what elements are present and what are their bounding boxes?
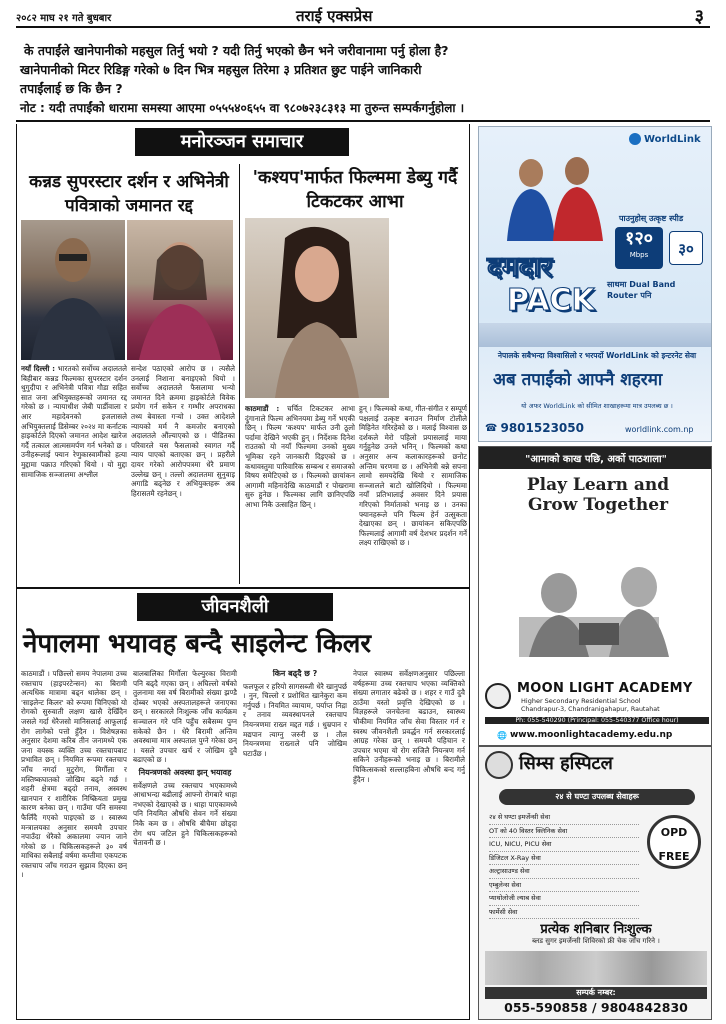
moonlight-sub: Higher Secondary Residential School [521,697,641,705]
play-learn-text: Play Learn and Grow Together [526,475,670,515]
moonlight-slogan: "आमाको काख पछि, अर्को पाठशाला" [525,454,667,465]
service-item: २४ से घण्टा इमर्जेन्सी सेवा [489,811,639,825]
issue-date: २०८२ माघ २१ गते बुधबार [16,13,112,24]
column-divider [239,164,240,584]
moonlight-name: MOON LIGHT ACADEMY [517,681,693,696]
speed-tag: पाउनुहोस् उत्कृष्ट स्पीड [619,214,684,223]
pack-word-2: PACK [507,283,595,318]
globe-icon: 🌐 [497,730,507,740]
moonlight-address: Chandrapur-3, Chandranigahapur, Rautahat [521,706,660,713]
lifestyle-col1: काठमाडौं । पछिल्लो समय नेपालमा उच्च रक्तचाप (हाइपरटेन्सन) का बिरामी अत्यधिक मात्रामा बढ्न थालेका छन् । 'साइलेन्ट किलर' को रूपमा चिनिएको यो रोगको सुरुवाती लक्षण खासै देखिँदैन जसले गर्दा धेरैजसो मानिसलाई आफूलाई रोग लागेको पत्तो हुँदैन । विशेषज्ञका अनुसार देशमा करिब तीन जनामध्ये एक जना वयस्क व्यक्ति उच्च रक्तचापबाट प्रभावित छन् । नियमित रूपमा रक्तचाप जाँच नगर्दा मुटुरोग, मिर्गौला र मस्तिष्कघातको जोखिम बढ्ने गर्छ । शहरी क्षेत्रमा बढ्दो तनाव, अस्वस्थ खानपान र शारीरिक निष्क्रियता प्रमुख कारण बनेका छन् । गाउँमा पनि समस्या फैलिँदै गएको पाइएको छ । स्वास्थ्य मन्त्रालयका अनुसार समयमै उपचार नपाउँदा धेरैको अकालमा ज्यान जाने गरेको छ । चिकित्सकहरूले ३० वर्ष माथिका सबैलाई वर्षमा कम्तीमा एकपटक रक्तचाप जाँच गराउन सुझाव दिएका छन् । [21,669,127,880]
story2-col1-text: चर्चित टिकटकर आभा दुंगानाले फिल्म अभिनयमा डेब्यु गर्ने भएकी छिन् । फिल्म 'कश्यप' मार्फत उनी ठूलो पर्दामा देखिने भएकी हुन् । निर्देशक दिनेश राउतको यो नयाँ फिल्ममा उनको मुख्य भूमिका रहने जानकारी दिइएको छ । कथावस्तुमा पारिवारिक सम्बन्ध र समाजको विषय समेटिएको छ । फिल्मको छायांकन आगामी महिनादेखि काठमाडौं र पोखरामा सुरु हुनेछ । फिल्मका लागि छानिएपछि आभा निकै उत्साहित छिन् । [245,404,355,509]
moonlight-logo [485,683,511,709]
speed-badge [615,227,663,269]
notice-line-3: तपाईंलाई छ कि छैन ? [20,81,123,96]
worldlink-phone-number: 9801523050 [500,421,584,435]
lifestyle-title: जीवनशैली [137,593,333,621]
extra-speed-badge: ३० [669,231,703,265]
trust-line: नेपालके सबैभन्दा विश्वासिलो र भरपर्दो WorldLink को इन्टरनेट सेवा [497,351,697,360]
pavithra-photo [127,220,233,360]
cricketer-figures [499,151,609,241]
service-item: अल्ट्रासाउण्ड सेवा [489,865,639,879]
story2-col2: हुन् । फिल्मको कथा, गीत-संगीत र सम्पूर्ण पक्षलाई उत्कृष्ट बनाउन निर्माण टोलीले मिहिनेत गरिरहेको छ । मलाई विश्वास छ दर्शकले मेरो पहिलो प्रयासलाई माया गर्नुहुनेछ उनले भनिन् । फिल्मको कथा अनुसार अन्य कलाकारहरूको छनोट अन्तिम चरणमा छ । अभिनेत्री बन्ने सपना लामो समयदेखि थियो र सामाजिक सञ्जालले बाटो खोलिदियो । फिल्ममा नयाँ प्रतिभालाई अवसर दिने प्रयास गरिएको निर्माताको भनाइ छ । उनका फ्यानहरूले पनि फिल्म हेर्न उत्सुकता देखाएका छन् । छायांकन सकिएपछि फिल्मलाई आगामी वर्ष देशभर प्रदर्शन गर्ने लक्ष्य राखिएको छ । [359,404,467,548]
masthead: तराई एक्सप्रेस [296,7,373,25]
moonlight-ad[interactable] [478,446,712,746]
lifestyle-col4: नेपाल स्वास्थ्य सर्वेक्षणअनुसार पछिल्ला वर्षहरूमा उच्च रक्तचाप भएका व्यक्तिको संख्या लगातार बढेको छ । शहर र गाउँ दुवै ठाउँमा यस्तो प्रवृत्ति देखिएको छ । विज्ञहरूले जनचेतना बढाउन, स्वास्थ्य चौकीमा नियमित जाँच सेवा विस्तार गर्न र स्वस्थ जीवनशैली प्रवर्द्धन गर्न सरकारलाई आग्रह गरेका छन् । समयमै पहिचान र उपचार भएमा यो रोग सजिलै नियन्त्रण गर्न सकिने उनीहरूको भनाइ छ । बिरामीले चिकित्सकको सल्लाहबिना औषधि बन्द गर्नु हुँदैन । [353,669,465,784]
sims-services [489,811,639,919]
lifestyle-col2b-text: सर्वेक्षणले उच्च रक्तचाप भएकामध्ये आधाभन्दा बढीलाई आफ्नो रोगबारे थाहा नभएको देखाएको छ । थाहा पाएकामध्ये पनि नियमित औषधि सेवन गर्ने संख्या निकै कम छ । औषधि बीचैमा छोड्दा रोग थप जटिल हुने चिकित्सकहरूको चेतावनी छ । [133,780,237,848]
opd-free-badge: OPD FREE [647,815,701,869]
moonlight-phone: Ph: 055-540290 (Principal: 055-540377 Office hour) [485,717,709,724]
service-item: ICU, NICU, PICU सेवा [489,838,639,852]
lifestyle-subhead2: नियन्त्रणको अवस्था झन् भयावह [138,767,232,777]
service-item: प्याथोलोजी ल्याब सेवा [489,892,639,906]
pack-word-1: दमदार [487,250,553,283]
service-item: फार्मेसी सेवा [489,906,639,920]
kids-reading-illustration [499,557,699,667]
offer-line: यो अफर WorldLink को सीमित शाखाहरूमा मात्र उपलब्ध छ । [521,402,673,410]
story1-headline: कन्नड सुपरस्टार दर्शन र अभिनेत्री पवित्राको जमानत रद्द [29,172,229,216]
phone-icon: ☎ [485,422,498,434]
page-header [16,4,710,28]
story1-col1-text: भारतको सर्वोच्च अदालतले बिहीबार कन्नड फिल्मका सुपरस्टार दर्शन थुगुदीपा र अभिनेत्री पवित्रा गौडा सहित सात जना अभियुक्तहरूको जमानत रद्द गरेको छ । न्यायाधीश जेबी पार्डीवाला र आर महादेवनको इजलासले अभियुक्तलाई डिसेम्बर २०२४ मा कर्नाटक हाइकोर्टले दिएको जमानत आदेश खारेज गर्दै तत्काल आत्मसमर्पण गर्न भनेको छ । उनीहरूलाई फ्यान रेणुकास्वामीको हत्या मुद्दामा पक्राउ गरिएको थियो । यो मुद्दा सामाजिक सञ्जालमा अश्लील [21,364,127,479]
notice-line-2: खानेपानीको मिटर रिडिङ्ग गरेको ७ दिन भित्र महसुल तिरेमा ३ प्रतिशत छुट पाईने जानिकारी [20,62,422,77]
story2-headline: 'कश्यप'मार्फत फिल्ममा डेब्यु गर्दै टिकटकर आभा [252,168,458,212]
worldlink-ad[interactable] [478,126,712,442]
lifestyle-col3-text: फलफूल र हरियो सागसब्जी धेरै खानुपर्छ । नुन, चिल्लो र प्रशोधित खानेकुरा कम गर्नुपर्छ । नियमित व्यायाम, पर्याप्त निद्रा र तनाव व्यवस्थापनले रक्तचाप नियन्त्रणमा राख्न मद्दत गर्छ । धुम्रपान र मद्यपान त्याग्नु जरुरी छ । तौल नियन्त्रणमा राख्नाले पनि जोखिम घटाउँछ । [243,681,347,758]
sims-logo [485,751,513,779]
story1-col1 [21,364,127,586]
lifestyle-col3 [243,669,347,1015]
worldlink-phone [485,421,584,435]
lifestyle-col2 [133,669,237,1015]
page-number: ३ [694,6,704,27]
service-item: डिजिटल X-Ray सेवा [489,852,639,866]
moonlight-website-row [497,730,672,740]
moonlight-website[interactable]: www.moonlightacademy.edu.np [509,730,673,740]
sims-contact-label: सम्पर्क नम्बर: [485,987,707,999]
sims-hospital-ad[interactable] [478,746,712,1020]
story1-dateline: नयाँ दिल्ली : [21,364,56,373]
temple-strip [479,323,712,347]
router-text: साथमा Dual Band Router पनि [607,280,676,300]
worldlink-website[interactable]: worldlink.com.np [625,425,694,434]
notice-line-1: के तपाईंले खानेपानीको महसुल तिर्नु भयो ? यदी तिर्नु भएको छैन भने जरीवानामा पर्नु होला है? [24,43,449,58]
sims-badge: २४ से घण्टा उपलब्ध सेवाहरू [499,789,695,805]
sims-name: सिम्स हस्पिटल [519,753,613,774]
story2-dateline: काठमाडौं : [245,404,280,413]
doctor-photos [485,951,707,985]
lifestyle-section [16,588,470,1020]
speed-unit: Mbps [629,251,649,259]
story1-col2: सन्देश पठाएको आरोप छ । त्यसैले उनलाई निशाना बनाइएको थियो । सर्वोच्च अदालतले फैसलामा भन्यो जमानत दिने क्रममा हाइकोर्टले विवेक प्रयोग गर्न सकेन र गम्भीर अपराधका तथ्य बेवास्ता गर्‍यो । उक्त आदेशले न्यायको मर्म नै कमजोर बनाएको अदालतले औंल्याएको छ । पीडितका परिवारले यस फैसलाको स्वागत गर्दै न्याय पाएको बताएका छन् । प्रहरीले दायर गरेको आरोपपत्रमा धेरै प्रमाण उल्लेख छन् । तल्लो अदालतमा सुनुवाइ अगाडि बढ्नेछ र अभियुक्तहरू अब हिरासतमै रहनेछन् । [131,364,235,498]
entertainment-section [16,124,470,588]
aabha-photo [245,218,389,398]
story2-col1 [245,404,355,586]
sims-contact-number[interactable]: 055-590858 / 9804842830 [504,1000,688,1015]
service-item: एम्बुलेन्स सेवा [489,879,639,893]
notice-line-4: नोट : यदी तपाईंको धारामा समस्या आएमा ०५५५४०६५५ वा ९८०७२३८३१३ मा तुरुन्त सम्पर्कगर्नुहोला । [20,101,465,115]
darshan-photo [21,220,125,360]
lifestyle-subhead: किन बढ्दै छ ? [272,669,318,678]
worldlink-brand: WorldLink [644,133,701,145]
sims-saturday-sub: ब्लड सुगर इमर्जेन्सी शिविरको फ्री चेक जाँच गरिने । [532,937,660,945]
lifestyle-headline: नेपालमा भयावह बन्दै साइलेन्ट किलर [23,629,372,659]
city-line: अब तपाईंको आफ्नै शहरमा [493,370,663,390]
worldlink-logo-icon [629,133,641,145]
service-item: OT को 40 विस्तर क्लिनिक सेवा [489,825,639,839]
sims-saturday: प्रत्येक शनिबार निःशुल्क [540,922,652,937]
worldlink-logo [629,133,701,145]
notice-box [16,40,710,122]
lifestyle-col2-text: बालबालिका मिर्गौला फेल्युरका विरामी पनि बढ्दै गएका छन् । अघिल्लो वर्षको तुलनामा यस वर्ष बिरामीको संख्या झण्डै दोब्बर भएको अस्पतालहरूले जनाएका छन् । सरकारले निःशुल्क जाँच कार्यक्रम सञ्चालन गरे पनि पहुँच सबैसम्म पुग्न सकेको छैन । धेरै बिरामी अन्तिम अवस्थामा मात्र अस्पताल पुग्ने गरेका छन् । यसले उपचार खर्च र जोखिम दुवै बढाएको छ । [133,669,237,765]
entertainment-title: मनोरञ्जन समाचार [135,128,349,156]
speed-value: १२० [624,228,654,249]
